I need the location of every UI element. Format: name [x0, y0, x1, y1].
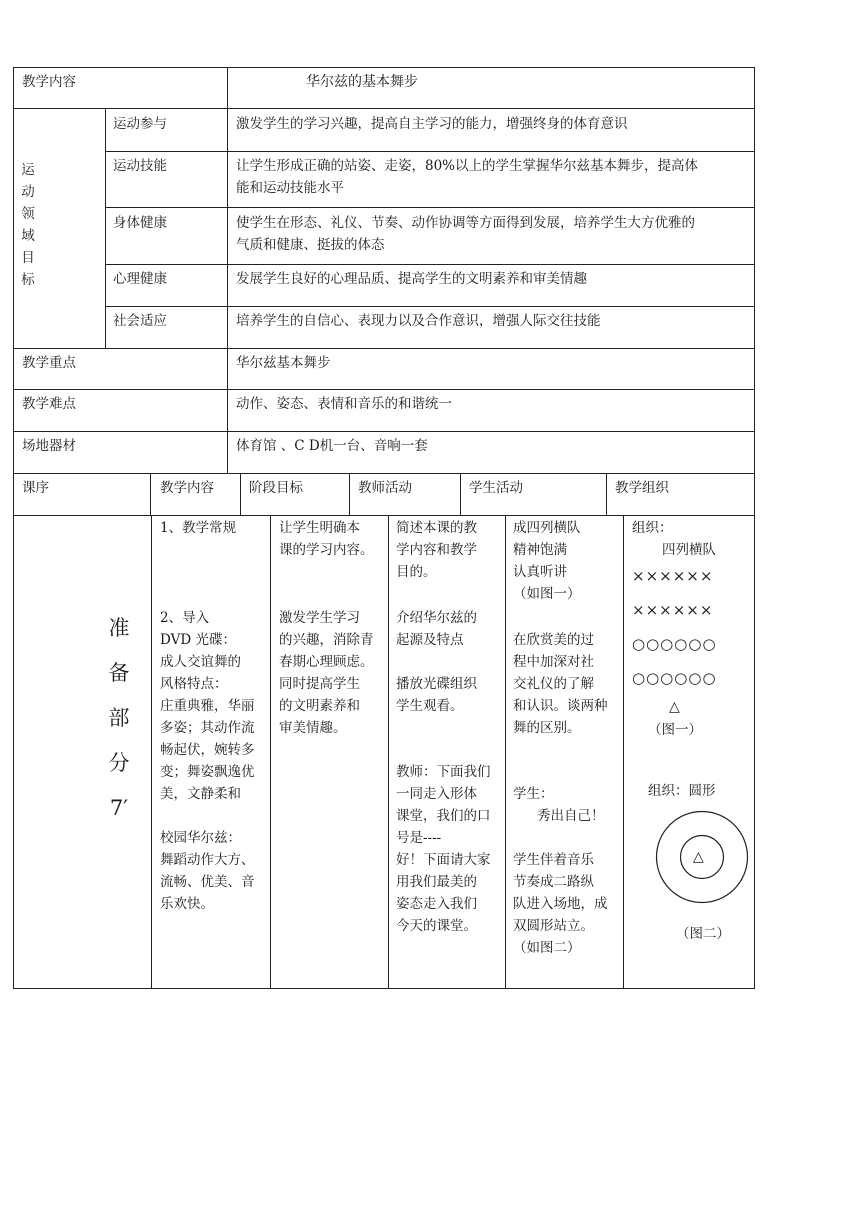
text-line: 2、导入 — [160, 610, 210, 626]
equipment-text: 体育馆 、C D机一台、音响一套 — [236, 438, 428, 454]
organization-label: 组织： — [632, 520, 673, 536]
text-line: 节奏成二路纵 — [513, 874, 594, 890]
text-line: 审美情趣。 — [279, 720, 347, 736]
text-line: 校园华尔兹： — [160, 830, 241, 846]
text-line: 春期心理顾虑。 — [279, 654, 374, 670]
text-line: 目的。 — [396, 564, 437, 580]
student-activity — [513, 783, 617, 827]
col-divider — [270, 515, 271, 988]
student-activity — [513, 849, 617, 959]
text-line: （如图一） — [513, 586, 581, 602]
text-line: 认真听讲 — [513, 564, 567, 580]
col-divider — [388, 515, 389, 988]
column-header: 教师活动 — [358, 480, 412, 496]
student-activity — [513, 629, 617, 739]
difficulties-text: 动作、姿态、表情和音乐的和谐统一 — [236, 396, 452, 412]
content-item: 1、教学常规 — [160, 520, 237, 536]
text-line: 号是---- — [396, 830, 442, 846]
text-line: 成人交谊舞的 — [160, 654, 241, 670]
text-line: 姿态走入我们 — [396, 896, 477, 912]
goal-text: 气质和健康、挺拔的体态 — [236, 237, 385, 253]
difficulties-label: 教学难点 — [22, 396, 76, 412]
row-divider — [105, 207, 755, 208]
goal-text: 能和运动技能水平 — [236, 180, 344, 196]
goal-name: 身体健康 — [113, 215, 167, 231]
text-line: 学内容和教学 — [396, 542, 477, 558]
text-line: 精神饱满 — [513, 542, 567, 558]
text-line: 同时提高学生 — [279, 676, 360, 692]
text-line: 乐欢快。 — [160, 896, 214, 912]
text-line: 激发学生学习 — [279, 610, 360, 626]
header-label: 教学内容 — [22, 74, 76, 90]
goal-text: 培养学生的自信心、表现力以及合作意识，增强人际交往技能 — [236, 313, 601, 329]
text-line: 简述本课的教 — [396, 520, 477, 536]
col-divider — [240, 473, 241, 515]
key-points-text: 华尔兹基本舞步 — [236, 355, 331, 371]
text-line: 变；舞姿飘逸优 — [160, 764, 255, 780]
teacher-activity — [396, 517, 498, 583]
circle-center-mark: △ — [693, 849, 704, 865]
text-line: 和认识。谈两种 — [513, 698, 608, 714]
circle-formation-diagram — [655, 810, 749, 904]
teacher-activity — [396, 761, 498, 937]
text-line: （如图二） — [513, 940, 581, 956]
formation-row: ○○○○○○ — [632, 635, 717, 653]
text-line: 舞的区别。 — [513, 720, 581, 736]
text-line: 播放光碟组织 — [396, 676, 477, 692]
row-divider — [13, 348, 755, 349]
key-points-label: 教学重点 — [22, 355, 76, 371]
row-divider — [13, 473, 755, 474]
student-activity — [513, 517, 617, 605]
text-line: 多姿；其动作流 — [160, 720, 255, 736]
text-line: 风格特点： — [160, 676, 228, 692]
text-line: 介绍华尔兹的 — [396, 610, 477, 626]
text-line: 课的学习内容。 — [279, 542, 374, 558]
formation-row: ○○○○○○ — [632, 669, 717, 687]
column-header: 教学组织 — [615, 480, 669, 496]
text-line: 的兴趣，消除青 — [279, 632, 374, 648]
text-line: 课堂，我们的口 — [396, 808, 491, 824]
teacher-activity — [396, 607, 498, 651]
organization-label-circle: 组织：圆形 — [648, 783, 716, 799]
row-divider — [105, 306, 755, 307]
text-line: 畅起伏，婉转多 — [160, 742, 255, 758]
col-divider — [623, 515, 624, 988]
formation-row: ×××××× — [632, 601, 714, 619]
text-line: 今天的课堂。 — [396, 918, 477, 934]
row-divider — [13, 108, 755, 109]
text-line: 在欣赏美的过 — [513, 632, 594, 648]
text-line: 美，文静柔和 — [160, 786, 241, 802]
teacher-position-mark: △ — [669, 699, 680, 715]
text-line: 成四列横队 — [513, 520, 581, 536]
row-divider — [105, 151, 755, 152]
column-header: 学生活动 — [469, 480, 523, 496]
figure-caption: （图二） — [676, 926, 730, 942]
goal-name: 运动技能 — [113, 158, 167, 174]
page-title: 华尔兹的基本舞步 — [306, 74, 418, 90]
text-line: 学生伴着音乐 — [513, 852, 594, 868]
column-header: 阶段目标 — [249, 480, 303, 496]
table-border-left — [13, 67, 14, 989]
text-line: 交礼仪的了解 — [513, 676, 594, 692]
row-divider — [13, 431, 755, 432]
stage-goal — [279, 517, 381, 561]
col-divider — [460, 473, 461, 515]
text-line: 起源及特点 — [396, 632, 464, 648]
table-border-right — [754, 67, 755, 989]
figure-caption: （图一） — [648, 722, 702, 738]
row-divider — [105, 264, 755, 265]
text-line: 教师：下面我们 — [396, 764, 491, 780]
text-line: 让学生明确本 — [279, 520, 360, 536]
teacher-activity — [396, 673, 498, 717]
col-divider — [505, 515, 506, 988]
text-line: 庄重典雅，华丽 — [160, 698, 255, 714]
text-line: 学生观看。 — [396, 698, 464, 714]
goal-text: 激发学生的学习兴趣，提高自主学习的能力，增强终身的体育意识 — [236, 116, 628, 132]
col-divider — [349, 473, 350, 515]
goal-text: 让学生形成正确的站姿、走姿，80%以上的学生掌握华尔兹基本舞步，提高体 — [236, 158, 699, 174]
text-line: DVD 光碟： — [160, 632, 236, 648]
row-divider — [13, 389, 755, 390]
column-header: 课序 — [22, 480, 49, 496]
goal-name: 心理健康 — [113, 271, 167, 287]
text-line: 双圆形站立。 — [513, 918, 594, 934]
content-item-campus — [160, 827, 264, 915]
col-divider — [151, 515, 152, 988]
col-divider — [150, 473, 151, 515]
goal-name: 运动参与 — [113, 116, 167, 132]
col-divider — [105, 108, 106, 348]
table-border-top — [13, 67, 755, 68]
formation-name: 四列横队 — [662, 542, 716, 558]
goal-text: 使学生在形态、礼仪、节奏、动作协调等方面得到发展，培养学生大方优雅的 — [236, 215, 695, 231]
table-border-bottom — [13, 988, 755, 989]
equipment-label: 场地器材 — [22, 438, 76, 454]
goal-text: 发展学生良好的心理品质、提高学生的文明素养和审美情趣 — [236, 271, 587, 287]
stage-goal — [279, 607, 381, 739]
text-line: 的文明素养和 — [279, 698, 360, 714]
text-line: 好！下面请大家 — [396, 852, 491, 868]
text-line: 用我们最美的 — [396, 874, 477, 890]
text-line: 秀出自己！ — [537, 808, 605, 824]
col-divider — [227, 67, 228, 473]
row-divider — [13, 515, 755, 516]
col-divider — [606, 473, 607, 515]
text-line: 一同走入形体 — [396, 786, 477, 802]
text-line: 舞蹈动作大方、 — [160, 852, 255, 868]
text-line: 流畅、优美、音 — [160, 874, 255, 890]
formation-row: ×××××× — [632, 567, 714, 585]
goal-name: 社会适应 — [113, 313, 167, 329]
content-item-intro — [160, 607, 264, 805]
text-line: 队进入场地，成 — [513, 896, 608, 912]
text-line: 学生： — [513, 786, 554, 802]
text-line: 程中加深对社 — [513, 654, 594, 670]
column-header: 教学内容 — [160, 480, 214, 496]
